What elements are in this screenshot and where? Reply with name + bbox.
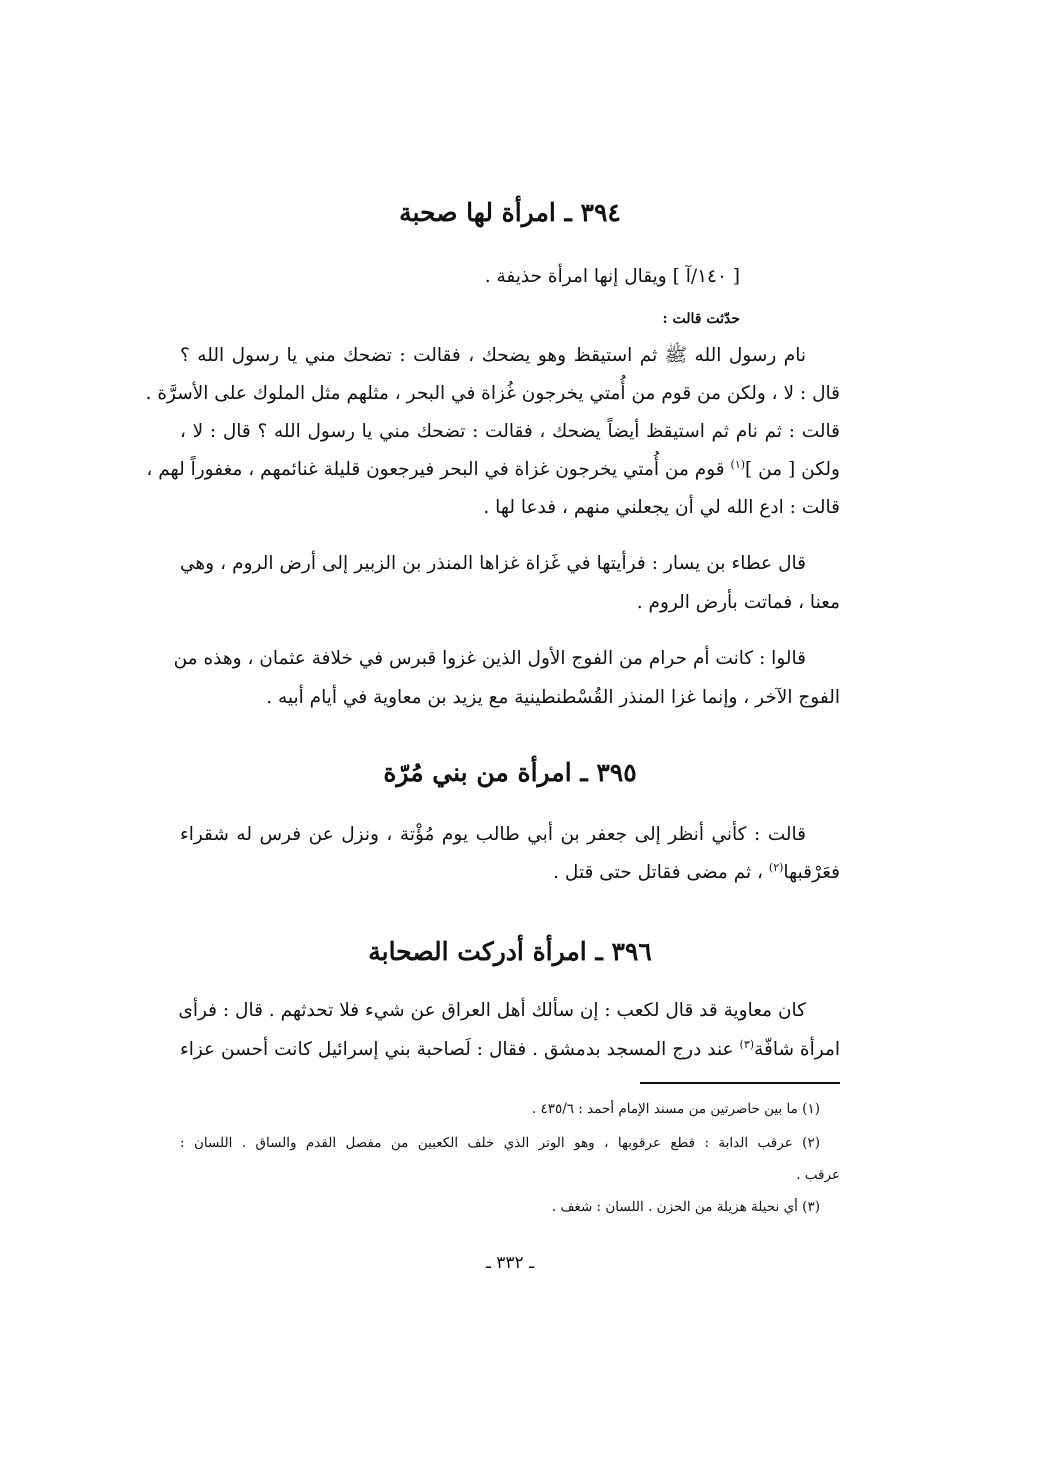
paragraph-line [146,457,840,480]
paragraph-line: قالت : ثم نام ثم استيقظ أيضاً يضحك ، فقالت : تضحك مني يا رسول الله ؟ قال : لا ، [180,421,840,442]
paragraph-line: كان معاوية قد قال لكعب : إن سألك أهل العراق عن شيء فلا تحدثهم . قال : فرأى [178,1000,806,1021]
footnote-ref-1: (١) [730,457,746,471]
paragraph-line [180,1037,840,1060]
section-title-395: ٣٩٥ ـ امرأة من بني مُرّة [383,758,637,787]
footnote-divider [640,1082,840,1084]
text-fragment: عند درج المسجد بدمشق . فقال : لَصاحبة بني إسرائيل كانت أحسن عزاء [180,1039,740,1060]
book-page [145,0,840,1477]
footnote-2: (٢) عرقب الدابة : قطع عرقوبها ، وهو الوتر الذي خلف الكعبين من مفصل القدم والساق . اللسان : [180,1135,820,1151]
text-fragment: فعَرْقبها [783,862,840,883]
paragraph-line: معنا ، فماتت بأرض الروم . [636,592,840,613]
text-fragment: ، ثم مضى فقاتل حتى قتل . [553,862,769,883]
footnote-2-continued: عرقب . [796,1167,840,1183]
paragraph-line [180,860,840,883]
narration-intro: حدّثت قالت : [662,311,740,327]
paragraph-line: قالت : ادع الله لي أن يجعلني منهم ، فدعا لها . [483,497,840,518]
paragraph-line: الفوج الآخر ، وإنما غزا المنذر القُسْطنطينية مع يزيد بن معاوية في أيام أبيه . [266,687,840,708]
text-fragment: قوم من أُمتي يخرجون غزاة في البحر فيرجعون قليلة غنائمهم ، مغفوراً لهم ، [146,459,725,480]
footnote-3: (٣) أي نحيلة هزيلة من الحزن . اللسان : شغف . [551,1199,820,1215]
page-number: ـ ٣٣٢ ـ [485,1253,535,1273]
text-fragment: امرأة شافّة [754,1039,840,1060]
section-title-394: ٣٩٤ ـ امرأة لها صحبة [399,198,621,227]
footnote-ref-2: (٢) [768,860,784,874]
text-fragment: ولكن [ من ] [745,459,840,480]
paragraph-line: نام رسول الله ﷺ ثم استيقظ وهو يضحك ، فقالت : تضحك مني يا رسول الله ؟ [180,345,806,366]
manuscript-reference: [ ١٤٠/آ ] ويقال إنها امرأة حذيفة . [484,266,740,287]
footnote-ref-3: (٣) [739,1037,755,1051]
section-title-396: ٣٩٦ ـ امرأة أدركت الصحابة [368,937,652,966]
paragraph-line: قالت : كأني أنظر إلى جعفر بن أبي طالب يوم مُؤْتة ، ونزل عن فرس له شقراء [180,824,806,845]
paragraph-line: قال : لا ، ولكن من قوم من أُمتي يخرجون غُزاة في البحر ، مثلهم مثل الملوك على الأسرَّة . [145,383,840,404]
paragraph-line: قال عطاء بن يسار : فرأيتها في غَزاة غزاها المنذر بن الزبير إلى أرض الروم ، وهي [180,553,806,574]
footnote-1: (١) ما بين حاصرتين من مسند الإمام أحمد : ٤٣٥/٦ . [531,1101,820,1117]
paragraph-line: قالوا : كانت أم حرام من الفوج الأول الذين غزوا قبرس في خلافة عثمان ، وهذه من [173,648,806,669]
